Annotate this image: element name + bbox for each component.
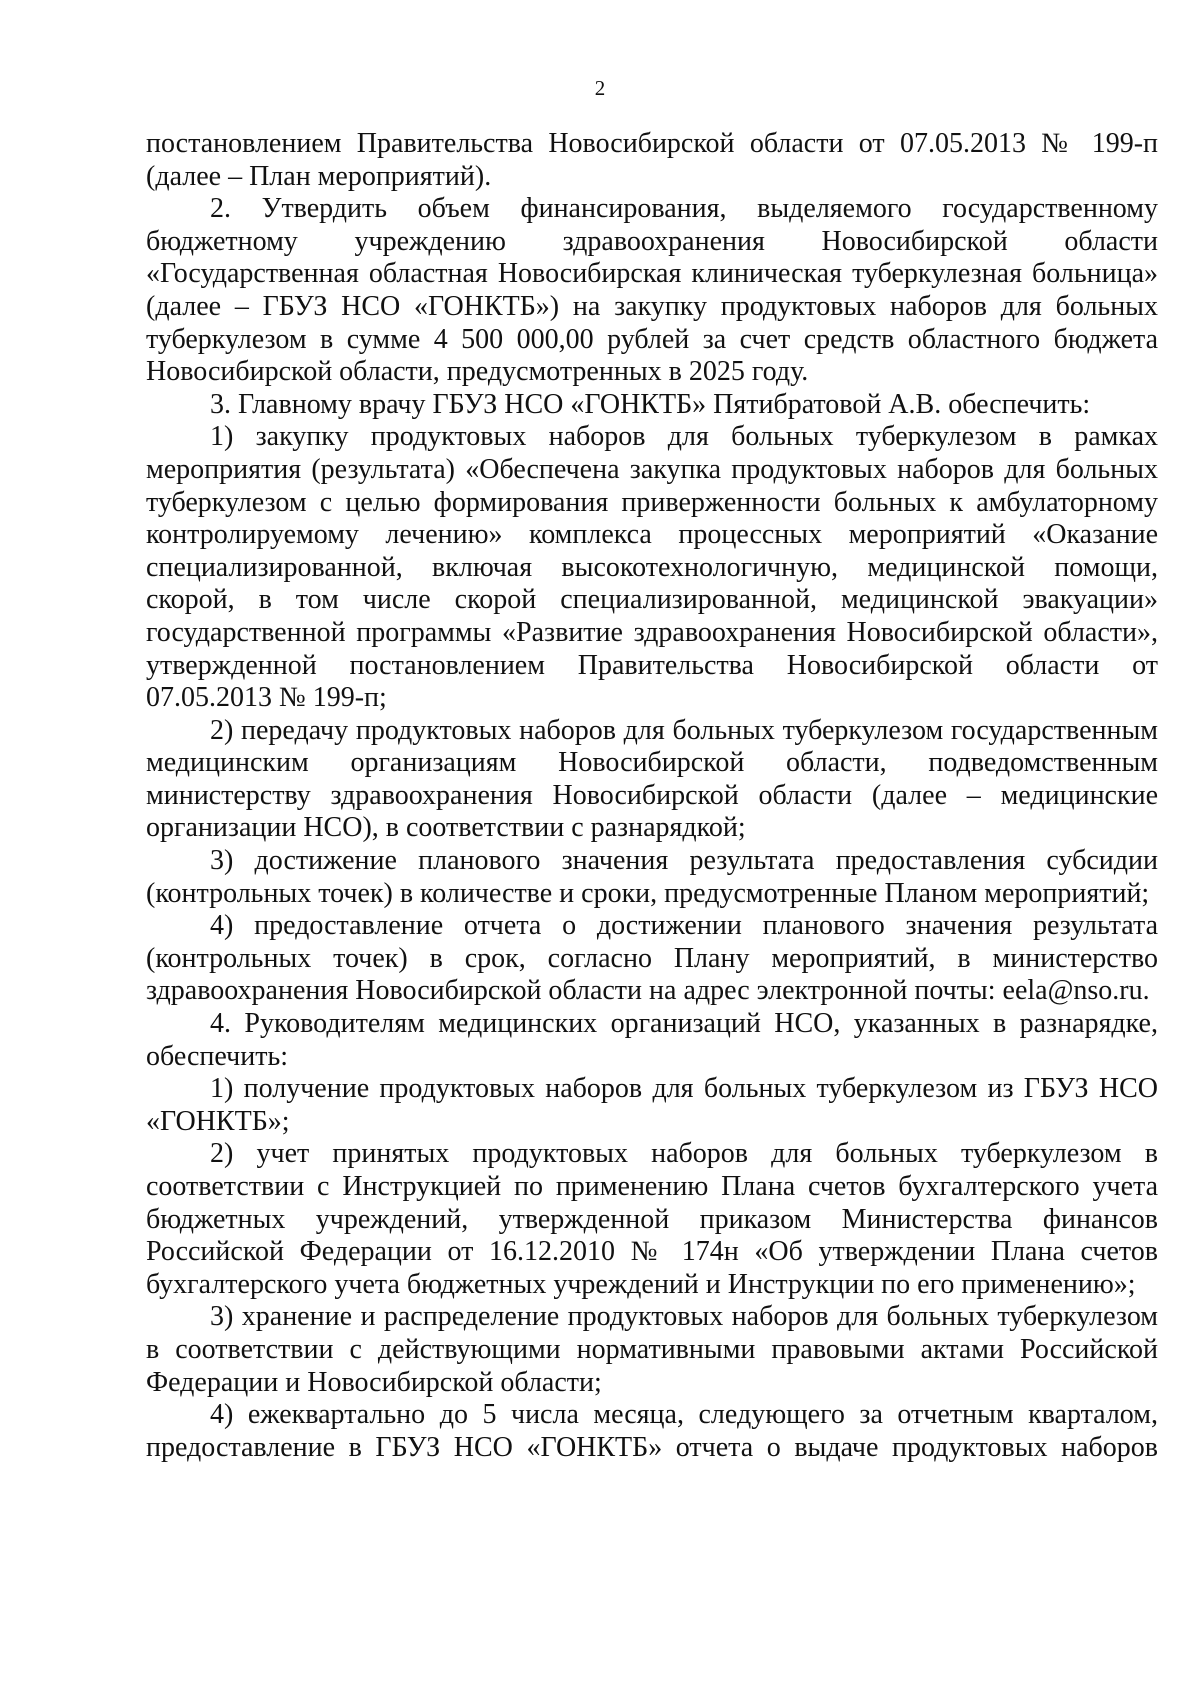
paragraph-item-4-2: 2) учет принятых продуктовых наборов для больных туберкулезом в соответствии с Инструкцией по применению Плана счетов бухгалтерского учета бюджетных учреждений, утвержденной приказом Министерства финансов Российской Федерации от 16.12.2010 № 174н «Об утверждении Плана счетов бухгалтерского учета бюджетных учреждений и Инструкции по его применению»;: [146, 1138, 1158, 1300]
paragraph-item-3-2: 2) передачу продуктовых наборов для больных туберкулезом государственным медицинским организациям Новосибирской области, подведомственным министерству здравоохранения Новосибирской области (далее – медицинские организации НСО), в соответствии с разнарядкой;: [146, 714, 1158, 844]
paragraph-item-3-4: 4) предоставление отчета о достижении планового значения результата (контрольных точек) в срок, согласно Плану мероприятий, в министерство здравоохранения Новосибирской области на адрес электронной почты: eela@nso.ru.: [146, 910, 1158, 1007]
document-body: [146, 128, 1158, 1464]
paragraph-item-4-3: 3) хранение и распределение продуктовых наборов для больных туберкулезом в соответствии с действующими нормативными правовыми актами Российской Федерации и Новосибирской области;: [146, 1301, 1158, 1398]
paragraph-item-3: 3. Главному врачу ГБУЗ НСО «ГОНКТБ» Пятибратовой А.В. обеспечить:: [210, 388, 1091, 420]
paragraph-item-3-1: 1) закупку продуктовых наборов для больных туберкулезом в рамках мероприятия (результата) «Обеспечена закупка продуктовых наборов для больных туберкулезом с целью формирования приверженности больных к амбулаторному контролируемому лечению» комплекса процессных мероприятий «Оказание специализированной, включая высокотехнологичную, медицинской помощи, скорой, в том числе скорой специализированной, медицинской эвакуации» государственной программы «Развитие здравоохранения Новосибирской области», утвержденной постановлением Правительства Новосибирской области от 07.05.2013 № 199-п;: [146, 421, 1158, 714]
paragraph-item-2: 2. Утвердить объем финансирования, выделяемого государственному бюджетному учреждению здравоохранения Новосибирской области «Государственная областная Новосибирская клиническая туберкулезная больница» (далее – ГБУЗ НСО «ГОНКТБ») на закупку продуктовых наборов для больных туберкулезом в сумме 4 500 000,00 рублей за счет средств областного бюджета Новосибирской области, предусмотренных в 2025 году.: [146, 193, 1158, 388]
page-number: 2: [594, 76, 606, 100]
paragraph-item-4: 4. Руководителям медицинских организаций НСО, указанных в разнарядке, обеспечить:: [146, 1008, 1158, 1072]
paragraph-intro: постановлением Правительства Новосибирской области от 07.05.2013 № 199-п (далее – План мероприятий).: [146, 128, 1158, 192]
paragraph-item-3-3: 3) достижение планового значения результата предоставления субсидии (контрольных точек) в количестве и сроки, предусмотренные Планом мероприятий;: [146, 845, 1158, 909]
paragraph-item-4-4: 4) ежеквартально до 5 числа месяца, следующего за отчетным кварталом, предоставление в ГБУЗ НСО «ГОНКТБ» отчета о выдаче продуктовых наборов: [146, 1399, 1158, 1463]
paragraph-item-4-1: 1) получение продуктовых наборов для больных туберкулезом из ГБУЗ НСО «ГОНКТБ»;: [146, 1073, 1158, 1137]
